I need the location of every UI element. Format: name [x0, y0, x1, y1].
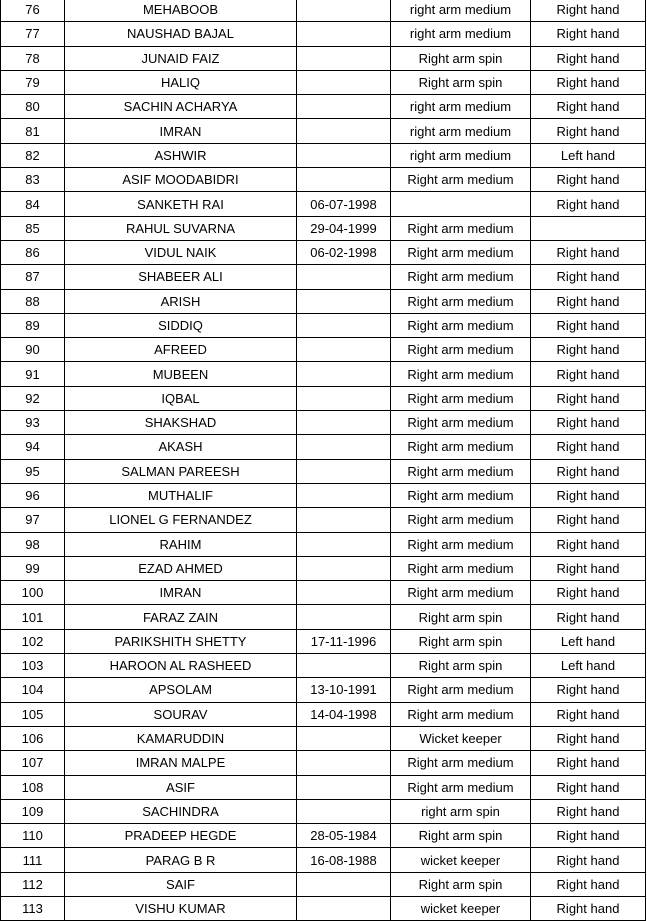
bowling-style-cell[interactable]: wicket keeper	[391, 896, 531, 920]
batting-hand-cell[interactable]: Right hand	[531, 702, 646, 726]
batting-hand-cell[interactable]: Right hand	[531, 22, 646, 46]
bowling-style-cell[interactable]: Right arm medium	[391, 313, 531, 337]
player-name-cell[interactable]: SACHINDRA	[65, 799, 297, 823]
batting-hand-cell[interactable]: Right hand	[531, 508, 646, 532]
player-name-cell[interactable]: ARISH	[65, 289, 297, 313]
date-of-birth-cell[interactable]	[297, 581, 391, 605]
player-name-cell[interactable]: SHAKSHAD	[65, 411, 297, 435]
date-of-birth-cell[interactable]	[297, 313, 391, 337]
date-of-birth-cell[interactable]	[297, 556, 391, 580]
date-of-birth-cell[interactable]	[297, 143, 391, 167]
bowling-style-cell[interactable]: Right arm medium	[391, 678, 531, 702]
date-of-birth-cell[interactable]: 17-11-1996	[297, 629, 391, 653]
table-row	[1, 581, 646, 605]
batting-hand-cell[interactable]: Right hand	[531, 289, 646, 313]
batting-hand-cell[interactable]: Right hand	[531, 799, 646, 823]
player-name-cell[interactable]: HALIQ	[65, 70, 297, 94]
table-row	[1, 143, 646, 167]
date-of-birth-cell[interactable]	[297, 483, 391, 507]
batting-hand-cell[interactable]: Right hand	[531, 848, 646, 872]
date-of-birth-cell[interactable]	[297, 775, 391, 799]
date-of-birth-cell[interactable]	[297, 289, 391, 313]
date-of-birth-cell[interactable]	[297, 411, 391, 435]
player-name-cell[interactable]: MUTHALIF	[65, 483, 297, 507]
batting-hand-cell[interactable]: Right hand	[531, 459, 646, 483]
date-of-birth-cell[interactable]	[297, 459, 391, 483]
batting-hand-cell[interactable]: Left hand	[531, 629, 646, 653]
bowling-style-cell[interactable]: Right arm spin	[391, 46, 531, 70]
player-name-cell[interactable]: IMRAN	[65, 581, 297, 605]
table-row	[1, 726, 646, 750]
batting-hand-cell[interactable]: Right hand	[531, 581, 646, 605]
serial-number-cell[interactable]: 81	[1, 119, 65, 143]
player-name-cell[interactable]: RAHIM	[65, 532, 297, 556]
batting-hand-cell[interactable]: Right hand	[531, 338, 646, 362]
batting-hand-cell[interactable]: Right hand	[531, 46, 646, 70]
table-row	[1, 46, 646, 70]
bowling-style-cell[interactable]: Right arm medium	[391, 581, 531, 605]
batting-hand-cell[interactable]: Right hand	[531, 824, 646, 848]
serial-number-cell[interactable]: 113	[1, 896, 65, 920]
player-name-cell[interactable]: APSOLAM	[65, 678, 297, 702]
table-row	[1, 265, 646, 289]
date-of-birth-cell[interactable]: 14-04-1998	[297, 702, 391, 726]
batting-hand-cell[interactable]: Right hand	[531, 362, 646, 386]
serial-number-cell[interactable]: 102	[1, 629, 65, 653]
bowling-style-cell[interactable]: Right arm medium	[391, 216, 531, 240]
serial-number-cell[interactable]: 92	[1, 386, 65, 410]
serial-number-cell[interactable]: 86	[1, 240, 65, 264]
serial-number-cell[interactable]: 89	[1, 313, 65, 337]
serial-number-cell[interactable]: 83	[1, 168, 65, 192]
table-row	[1, 483, 646, 507]
batting-hand-cell[interactable]: Right hand	[531, 532, 646, 556]
date-of-birth-cell[interactable]	[297, 338, 391, 362]
batting-hand-cell[interactable]: Right hand	[531, 265, 646, 289]
date-of-birth-cell[interactable]	[297, 362, 391, 386]
bowling-style-cell[interactable]: Right arm medium	[391, 338, 531, 362]
serial-number-cell[interactable]: 112	[1, 872, 65, 896]
table-row	[1, 216, 646, 240]
player-name-cell[interactable]: SACHIN ACHARYA	[65, 95, 297, 119]
serial-number-cell[interactable]: 101	[1, 605, 65, 629]
batting-hand-cell[interactable]: Left hand	[531, 654, 646, 678]
table-row	[1, 872, 646, 896]
player-name-cell[interactable]: SALMAN PAREESH	[65, 459, 297, 483]
date-of-birth-cell[interactable]	[297, 532, 391, 556]
batting-hand-cell[interactable]: Right hand	[531, 192, 646, 216]
serial-number-cell[interactable]: 110	[1, 824, 65, 848]
table-row	[1, 775, 646, 799]
batting-hand-cell[interactable]: Right hand	[531, 605, 646, 629]
table-row	[1, 508, 646, 532]
table-row	[1, 168, 646, 192]
table-row	[1, 240, 646, 264]
bowling-style-cell[interactable]: right arm medium	[391, 22, 531, 46]
date-of-birth-cell[interactable]	[297, 0, 391, 22]
bowling-style-cell[interactable]: Right arm medium	[391, 240, 531, 264]
player-name-cell[interactable]: MEHABOOB	[65, 0, 297, 22]
player-name-cell[interactable]: VISHU KUMAR	[65, 896, 297, 920]
player-name-cell[interactable]: EZAD AHMED	[65, 556, 297, 580]
serial-number-cell[interactable]: 105	[1, 702, 65, 726]
serial-number-cell[interactable]: 87	[1, 265, 65, 289]
player-name-cell[interactable]: PRADEEP HEGDE	[65, 824, 297, 848]
table-row	[1, 386, 646, 410]
table-row	[1, 629, 646, 653]
player-name-cell[interactable]: LIONEL G FERNANDEZ	[65, 508, 297, 532]
bowling-style-cell[interactable]: Right arm medium	[391, 362, 531, 386]
table-row	[1, 435, 646, 459]
date-of-birth-cell[interactable]	[297, 95, 391, 119]
bowling-style-cell[interactable]: right arm medium	[391, 0, 531, 22]
table-row	[1, 313, 646, 337]
batting-hand-cell[interactable]: Right hand	[531, 775, 646, 799]
bowling-style-cell[interactable]: Right arm medium	[391, 556, 531, 580]
table-row	[1, 678, 646, 702]
bowling-style-cell[interactable]: Right arm medium	[391, 483, 531, 507]
bowling-style-cell[interactable]: Wicket keeper	[391, 726, 531, 750]
table-row	[1, 654, 646, 678]
serial-number-cell[interactable]: 103	[1, 654, 65, 678]
bowling-style-cell[interactable]: Right arm medium	[391, 386, 531, 410]
serial-number-cell[interactable]: 109	[1, 799, 65, 823]
batting-hand-cell[interactable]: Right hand	[531, 896, 646, 920]
date-of-birth-cell[interactable]	[297, 751, 391, 775]
date-of-birth-cell[interactable]: 16-08-1988	[297, 848, 391, 872]
table-row	[1, 362, 646, 386]
batting-hand-cell[interactable]	[531, 216, 646, 240]
date-of-birth-cell[interactable]: 28-05-1984	[297, 824, 391, 848]
bowling-style-cell[interactable]: Right arm medium	[391, 532, 531, 556]
bowling-style-cell[interactable]: Right arm medium	[391, 168, 531, 192]
bowling-style-cell[interactable]: Right arm medium	[391, 751, 531, 775]
player-name-cell[interactable]: AFREED	[65, 338, 297, 362]
bowling-style-cell[interactable]	[391, 192, 531, 216]
bowling-style-cell[interactable]: Right arm medium	[391, 459, 531, 483]
table-row	[1, 289, 646, 313]
serial-number-cell[interactable]: 88	[1, 289, 65, 313]
batting-hand-cell[interactable]: Right hand	[531, 726, 646, 750]
date-of-birth-cell[interactable]	[297, 654, 391, 678]
bowling-style-cell[interactable]: Right arm medium	[391, 702, 531, 726]
table-row	[1, 95, 646, 119]
date-of-birth-cell[interactable]: 29-04-1999	[297, 216, 391, 240]
table-row	[1, 799, 646, 823]
serial-number-cell[interactable]: 95	[1, 459, 65, 483]
batting-hand-cell[interactable]: Right hand	[531, 483, 646, 507]
serial-number-cell[interactable]: 91	[1, 362, 65, 386]
player-name-cell[interactable]: IMRAN MALPE	[65, 751, 297, 775]
bowling-style-cell[interactable]: Right arm medium	[391, 508, 531, 532]
date-of-birth-cell[interactable]	[297, 22, 391, 46]
serial-number-cell[interactable]: 104	[1, 678, 65, 702]
table-row	[1, 896, 646, 920]
batting-hand-cell[interactable]: Right hand	[531, 411, 646, 435]
serial-number-cell[interactable]: 97	[1, 508, 65, 532]
batting-hand-cell[interactable]: Left hand	[531, 143, 646, 167]
player-name-cell[interactable]: RAHUL SUVARNA	[65, 216, 297, 240]
player-name-cell[interactable]: VIDUL NAIK	[65, 240, 297, 264]
player-name-cell[interactable]: SHABEER ALI	[65, 265, 297, 289]
serial-number-cell[interactable]: 107	[1, 751, 65, 775]
bowling-style-cell[interactable]: Right arm spin	[391, 70, 531, 94]
serial-number-cell[interactable]: 85	[1, 216, 65, 240]
batting-hand-cell[interactable]: Right hand	[531, 119, 646, 143]
player-name-cell[interactable]: ASIF	[65, 775, 297, 799]
player-name-cell[interactable]: PARIKSHITH SHETTY	[65, 629, 297, 653]
date-of-birth-cell[interactable]	[297, 46, 391, 70]
table-row	[1, 70, 646, 94]
player-name-cell[interactable]: KAMARUDDIN	[65, 726, 297, 750]
serial-number-cell[interactable]: 96	[1, 483, 65, 507]
bowling-style-cell[interactable]: Right arm medium	[391, 289, 531, 313]
bowling-style-cell[interactable]: Right arm spin	[391, 824, 531, 848]
serial-number-cell[interactable]: 94	[1, 435, 65, 459]
table-row	[1, 824, 646, 848]
bowling-style-cell[interactable]: Right arm spin	[391, 654, 531, 678]
batting-hand-cell[interactable]: Right hand	[531, 95, 646, 119]
batting-hand-cell[interactable]: Right hand	[531, 872, 646, 896]
bowling-style-cell[interactable]: wicket keeper	[391, 848, 531, 872]
table-row	[1, 0, 646, 22]
player-name-cell[interactable]: IMRAN	[65, 119, 297, 143]
player-name-cell[interactable]: IQBAL	[65, 386, 297, 410]
table-row	[1, 338, 646, 362]
serial-number-cell[interactable]: 106	[1, 726, 65, 750]
serial-number-cell[interactable]: 82	[1, 143, 65, 167]
player-name-cell[interactable]: AKASH	[65, 435, 297, 459]
date-of-birth-cell[interactable]: 13-10-1991	[297, 678, 391, 702]
serial-number-cell[interactable]: 100	[1, 581, 65, 605]
date-of-birth-cell[interactable]	[297, 508, 391, 532]
player-name-cell[interactable]: PARAG B R	[65, 848, 297, 872]
date-of-birth-cell[interactable]	[297, 386, 391, 410]
table-row	[1, 22, 646, 46]
table-row	[1, 751, 646, 775]
table-row	[1, 556, 646, 580]
player-name-cell[interactable]: NAUSHAD BAJAL	[65, 22, 297, 46]
table-row	[1, 848, 646, 872]
player-name-cell[interactable]: JUNAID FAIZ	[65, 46, 297, 70]
bowling-style-cell[interactable]: Right arm medium	[391, 775, 531, 799]
serial-number-cell[interactable]: 78	[1, 46, 65, 70]
table-row	[1, 605, 646, 629]
date-of-birth-cell[interactable]	[297, 872, 391, 896]
player-name-cell[interactable]: ASHWIR	[65, 143, 297, 167]
batting-hand-cell[interactable]: Right hand	[531, 556, 646, 580]
player-name-cell[interactable]: SOURAV	[65, 702, 297, 726]
bowling-style-cell[interactable]: right arm spin	[391, 799, 531, 823]
serial-number-cell[interactable]: 98	[1, 532, 65, 556]
player-name-cell[interactable]: FARAZ ZAIN	[65, 605, 297, 629]
batting-hand-cell[interactable]: Right hand	[531, 386, 646, 410]
serial-number-cell[interactable]: 99	[1, 556, 65, 580]
player-name-cell[interactable]: SANKETH RAI	[65, 192, 297, 216]
bowling-style-cell[interactable]: Right arm medium	[391, 411, 531, 435]
table-row	[1, 459, 646, 483]
bowling-style-cell[interactable]: right arm medium	[391, 143, 531, 167]
player-name-cell[interactable]: SIDDIQ	[65, 313, 297, 337]
table-row	[1, 119, 646, 143]
table-row	[1, 702, 646, 726]
serial-number-cell[interactable]: 84	[1, 192, 65, 216]
serial-number-cell[interactable]: 93	[1, 411, 65, 435]
batting-hand-cell[interactable]: Right hand	[531, 751, 646, 775]
player-name-cell[interactable]: HAROON AL RASHEED	[65, 654, 297, 678]
date-of-birth-cell[interactable]	[297, 896, 391, 920]
player-name-cell[interactable]: ASIF MOODABIDRI	[65, 168, 297, 192]
date-of-birth-cell[interactable]	[297, 70, 391, 94]
player-name-cell[interactable]: MUBEEN	[65, 362, 297, 386]
serial-number-cell[interactable]: 111	[1, 848, 65, 872]
bowling-style-cell[interactable]: Right arm spin	[391, 605, 531, 629]
date-of-birth-cell[interactable]	[297, 265, 391, 289]
date-of-birth-cell[interactable]	[297, 119, 391, 143]
serial-number-cell[interactable]: 76	[1, 0, 65, 22]
bowling-style-cell[interactable]: Right arm spin	[391, 872, 531, 896]
date-of-birth-cell[interactable]	[297, 435, 391, 459]
table-row	[1, 411, 646, 435]
batting-hand-cell[interactable]: Right hand	[531, 435, 646, 459]
serial-number-cell[interactable]: 90	[1, 338, 65, 362]
bowling-style-cell[interactable]: right arm medium	[391, 95, 531, 119]
batting-hand-cell[interactable]: Right hand	[531, 0, 646, 22]
date-of-birth-cell[interactable]: 06-02-1998	[297, 240, 391, 264]
player-name-cell[interactable]: SAIF	[65, 872, 297, 896]
bowling-style-cell[interactable]: Right arm medium	[391, 265, 531, 289]
batting-hand-cell[interactable]: Right hand	[531, 313, 646, 337]
bowling-style-cell[interactable]: Right arm medium	[391, 435, 531, 459]
serial-number-cell[interactable]: 77	[1, 22, 65, 46]
serial-number-cell[interactable]: 80	[1, 95, 65, 119]
date-of-birth-cell[interactable]	[297, 726, 391, 750]
table-row	[1, 192, 646, 216]
date-of-birth-cell[interactable]	[297, 605, 391, 629]
bowling-style-cell[interactable]: Right arm spin	[391, 629, 531, 653]
batting-hand-cell[interactable]: Right hand	[531, 678, 646, 702]
date-of-birth-cell[interactable]: 06-07-1998	[297, 192, 391, 216]
batting-hand-cell[interactable]: Right hand	[531, 168, 646, 192]
table-row	[1, 532, 646, 556]
date-of-birth-cell[interactable]	[297, 799, 391, 823]
date-of-birth-cell[interactable]	[297, 168, 391, 192]
batting-hand-cell[interactable]: Right hand	[531, 70, 646, 94]
bowling-style-cell[interactable]: right arm medium	[391, 119, 531, 143]
serial-number-cell[interactable]: 108	[1, 775, 65, 799]
player-table-body	[1, 0, 646, 921]
serial-number-cell[interactable]: 79	[1, 70, 65, 94]
batting-hand-cell[interactable]: Right hand	[531, 240, 646, 264]
